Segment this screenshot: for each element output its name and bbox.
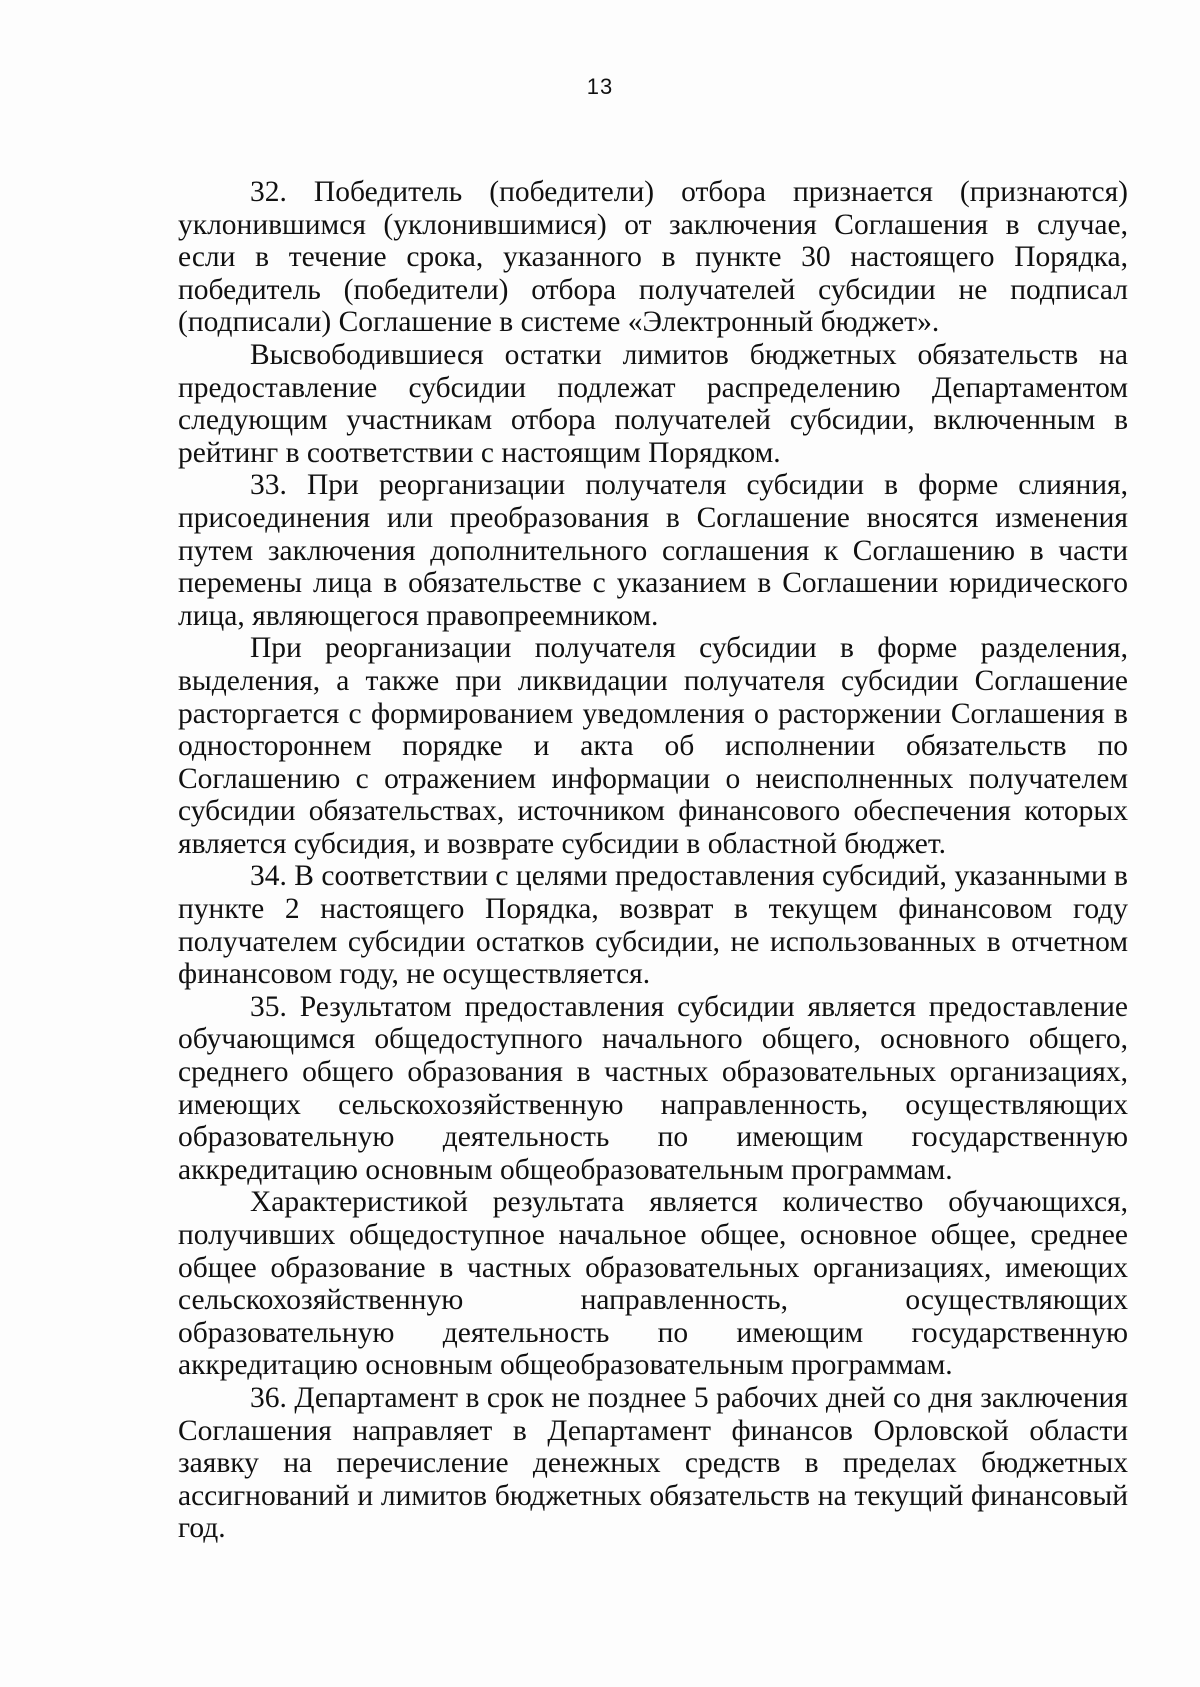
page-number: 13 bbox=[586, 74, 614, 99]
paragraph-35: 35. Результатом предоставления субсидии является предоставление обучающимся общедоступного начального общего, основного общего, среднего общего образования в частных образовательных организациях, имеющих сельскохозяйственную направленность, осуществляющих образовательную деятельность по имеющим государственную аккредитацию основным общеобразовательным программам. bbox=[178, 990, 1128, 1186]
paragraph-32-continuation: Высвободившиеся остатки лимитов бюджетных обязательств на предоставление субсидии подлежат распределению Департаментом следующим участникам отбора получателей субсидии, включенным в рейтинг в соответствии с настоящим Порядком. bbox=[178, 338, 1128, 469]
paragraph-33-continuation: При реорганизации получателя субсидии в форме разделения, выделения, а также при ликвидации получателя субсидии Соглашение расторгается с формированием уведомления о расторжении Соглашения в одностороннем порядке и акта об исполнении обязательств по Соглашению с отражением информации о неисполненных получателем субсидии обязательствах, источником финансового обеспечения которых является субсидия, и возврате субсидии в областной бюджет. bbox=[178, 632, 1128, 860]
paragraph-33: 33. При реорганизации получателя субсидии в форме слияния, присоединения или преобразования в Соглашение вносятся изменения путем заключения дополнительного соглашения к Соглашению в части перемены лица в обязательстве с указанием в Соглашении юридического лица, являющегося правопреемником. bbox=[178, 469, 1128, 632]
paragraph-35-continuation: Характеристикой результата является количество обучающихся, получивших общедоступное начальное общее, основное общее, среднее общее образование в частных образовательных организациях, имеющих сельскохозяйственную направленность, осуществляющих образовательную деятельность по имеющим государственную аккредитацию основным общеобразовательным программам. bbox=[178, 1186, 1128, 1382]
document-body bbox=[178, 176, 1128, 1545]
paragraph-32: 32. Победитель (победители) отбора признается (признаются) уклонившимся (уклонившимися) от заключения Соглашения в случае, если в течение срока, указанного в пункте 30 настоящего Порядка, победитель (победители) отбора получателей субсидии не подписал (подписали) Соглашение в системе «Электронный бюджет». bbox=[178, 176, 1128, 339]
paragraph-36: 36. Департамент в срок не позднее 5 рабочих дней со дня заключения Соглашения направляет в Департамент финансов Орловской области заявку на перечисление денежных средств в пределах бюджетных ассигнований и лимитов бюджетных обязательств на текущий финансовый год. bbox=[178, 1381, 1128, 1545]
paragraph-34: 34. В соответствии с целями предоставления субсидий, указанными в пункте 2 настоящего Порядка, возврат в текущем финансовом году получателем субсидии остатков субсидии, не использованных в отчетном финансовом году, не осуществляется. bbox=[178, 860, 1128, 991]
